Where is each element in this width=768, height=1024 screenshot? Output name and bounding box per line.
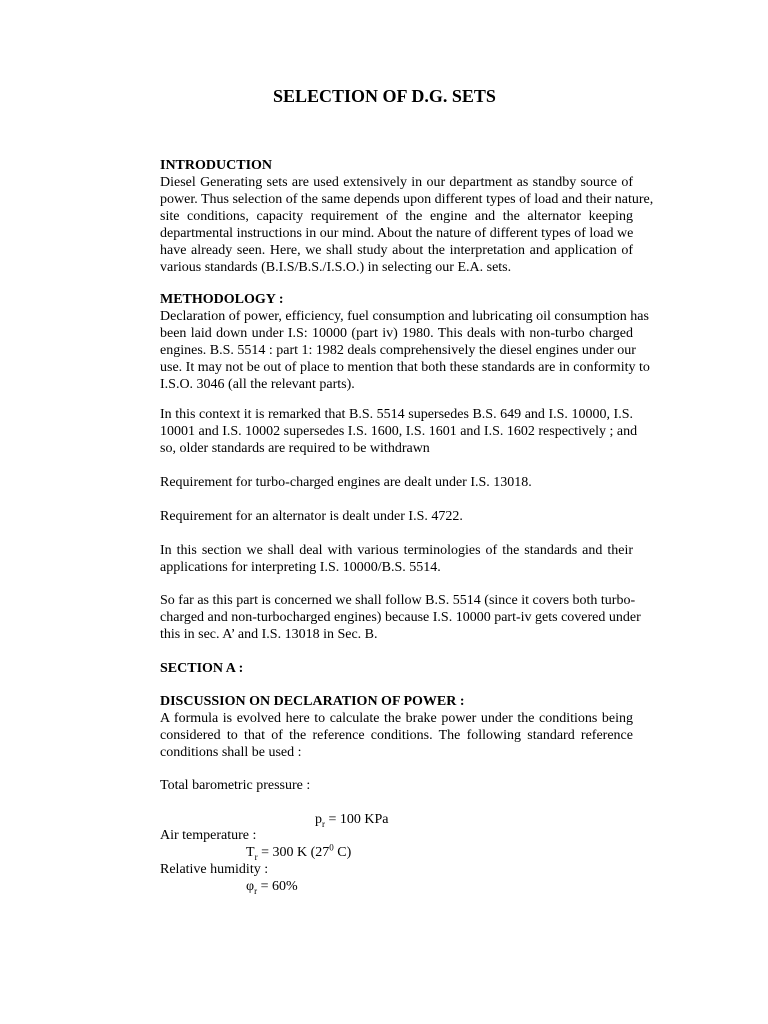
methodology-heading: METHODOLOGY : [160,292,284,307]
terminologies-line: applications for interpreting I.S. 10000/B.S. 5514. [160,560,441,575]
introduction-section [160,157,654,276]
methodology-line: Declaration of power, efficiency, fuel consumption and lubricating oil consumption has [160,309,649,324]
temperature-superscript: 0 [329,842,334,853]
turbo-requirement-text: Requirement for turbo-charged engines are dealt under I.S. 13018. [160,475,532,490]
methodology-line: I.S.O. 3046 (all the relevant parts). [160,377,355,392]
pressure-value: = 100 KPa [325,812,389,827]
temperature-symbol: T [246,845,255,860]
discussion-line: A formula is evolved here to calculate the brake power under the conditions being [160,711,633,726]
supersedes-line: so, older standards are required to be withdrawn [160,441,430,456]
discussion-line: considered to that of the reference conditions. The following standard reference [160,728,633,743]
discussion-heading: DISCUSSION ON DECLARATION OF POWER : [160,694,465,709]
temperature-label: Air temperature : [160,828,257,843]
methodology-section [160,291,650,393]
temperature-value: = 300 K (27 [257,845,330,860]
humidity-value: = 60% [257,879,298,894]
pressure-formula [315,811,389,828]
introduction-line: departmental instructions in our mind. About the nature of different types of load we [160,226,634,241]
introduction-line: Diesel Generating sets are used extensively in our department as standby source of [160,175,633,190]
follow-paragraph [160,592,641,643]
terminologies-paragraph [160,542,633,576]
methodology-line: been laid down under I.S: 10000 (part iv) 1980. This deals with non-turbo charged [160,326,633,341]
document-title: SELECTION OF D.G. SETS [273,86,496,106]
pressure-label: Total barometric pressure : [160,778,311,793]
methodology-line: engines. B.S. 5514 : part 1: 1982 deals comprehensively the diesel engines under our [160,343,636,358]
humidity-symbol: φ [246,879,255,894]
turbo-requirement-paragraph [160,474,633,491]
introduction-line: power. Thus selection of the same depends upon different types of load and their nature, [160,192,654,207]
introduction-line: site conditions, capacity requirement of the engine and the alternator keeping [160,209,633,224]
alternator-requirement-paragraph [160,508,633,525]
humidity-label: Relative humidity : [160,862,269,877]
introduction-line: have already seen. Here, we shall study about the interpretation and application of [160,243,633,258]
terminologies-line: In this section we shall deal with various terminologies of the standards and their [160,543,633,558]
introduction-heading: INTRODUCTION [160,158,273,173]
methodology-line: use. It may not be out of place to mention that both these standards are in conformity to [160,360,650,375]
section-a [160,660,633,677]
introduction-line: various standards (B.I.S/B.S./I.S.O.) in selecting our E.A. sets. [160,260,512,275]
humidity-subscript: r [254,885,258,896]
supersedes-line: In this context it is remarked that B.S. 5514 supersedes B.S. 649 and I.S. 10000, I.S. [160,407,633,422]
temperature-unit: C) [333,845,352,860]
alternator-requirement-text: Requirement for an alternator is dealt under I.S. 4722. [160,509,463,524]
pressure-symbol: p [315,812,322,827]
follow-line: this in sec. A’ and I.S. 13018 in Sec. B. [160,627,378,642]
temperature-formula [246,844,351,861]
discussion-line: conditions shall be used : [160,745,302,760]
humidity-formula [246,878,298,895]
supersedes-paragraph [160,406,638,457]
supersedes-line: 10001 and I.S. 10002 supersedes I.S. 1600, I.S. 1601 and I.S. 1602 respectively ; and [160,424,638,439]
section-a-heading: SECTION A : [160,661,244,676]
follow-line: charged and non-turbocharged engines) because I.S. 10000 part-iv gets covered under [160,610,641,625]
pressure-subscript: r [322,818,325,829]
temperature-subscript: r [254,851,258,862]
follow-line: So far as this part is concerned we shall follow B.S. 5514 (since it covers both turbo- [160,593,636,608]
discussion-section [160,693,633,761]
